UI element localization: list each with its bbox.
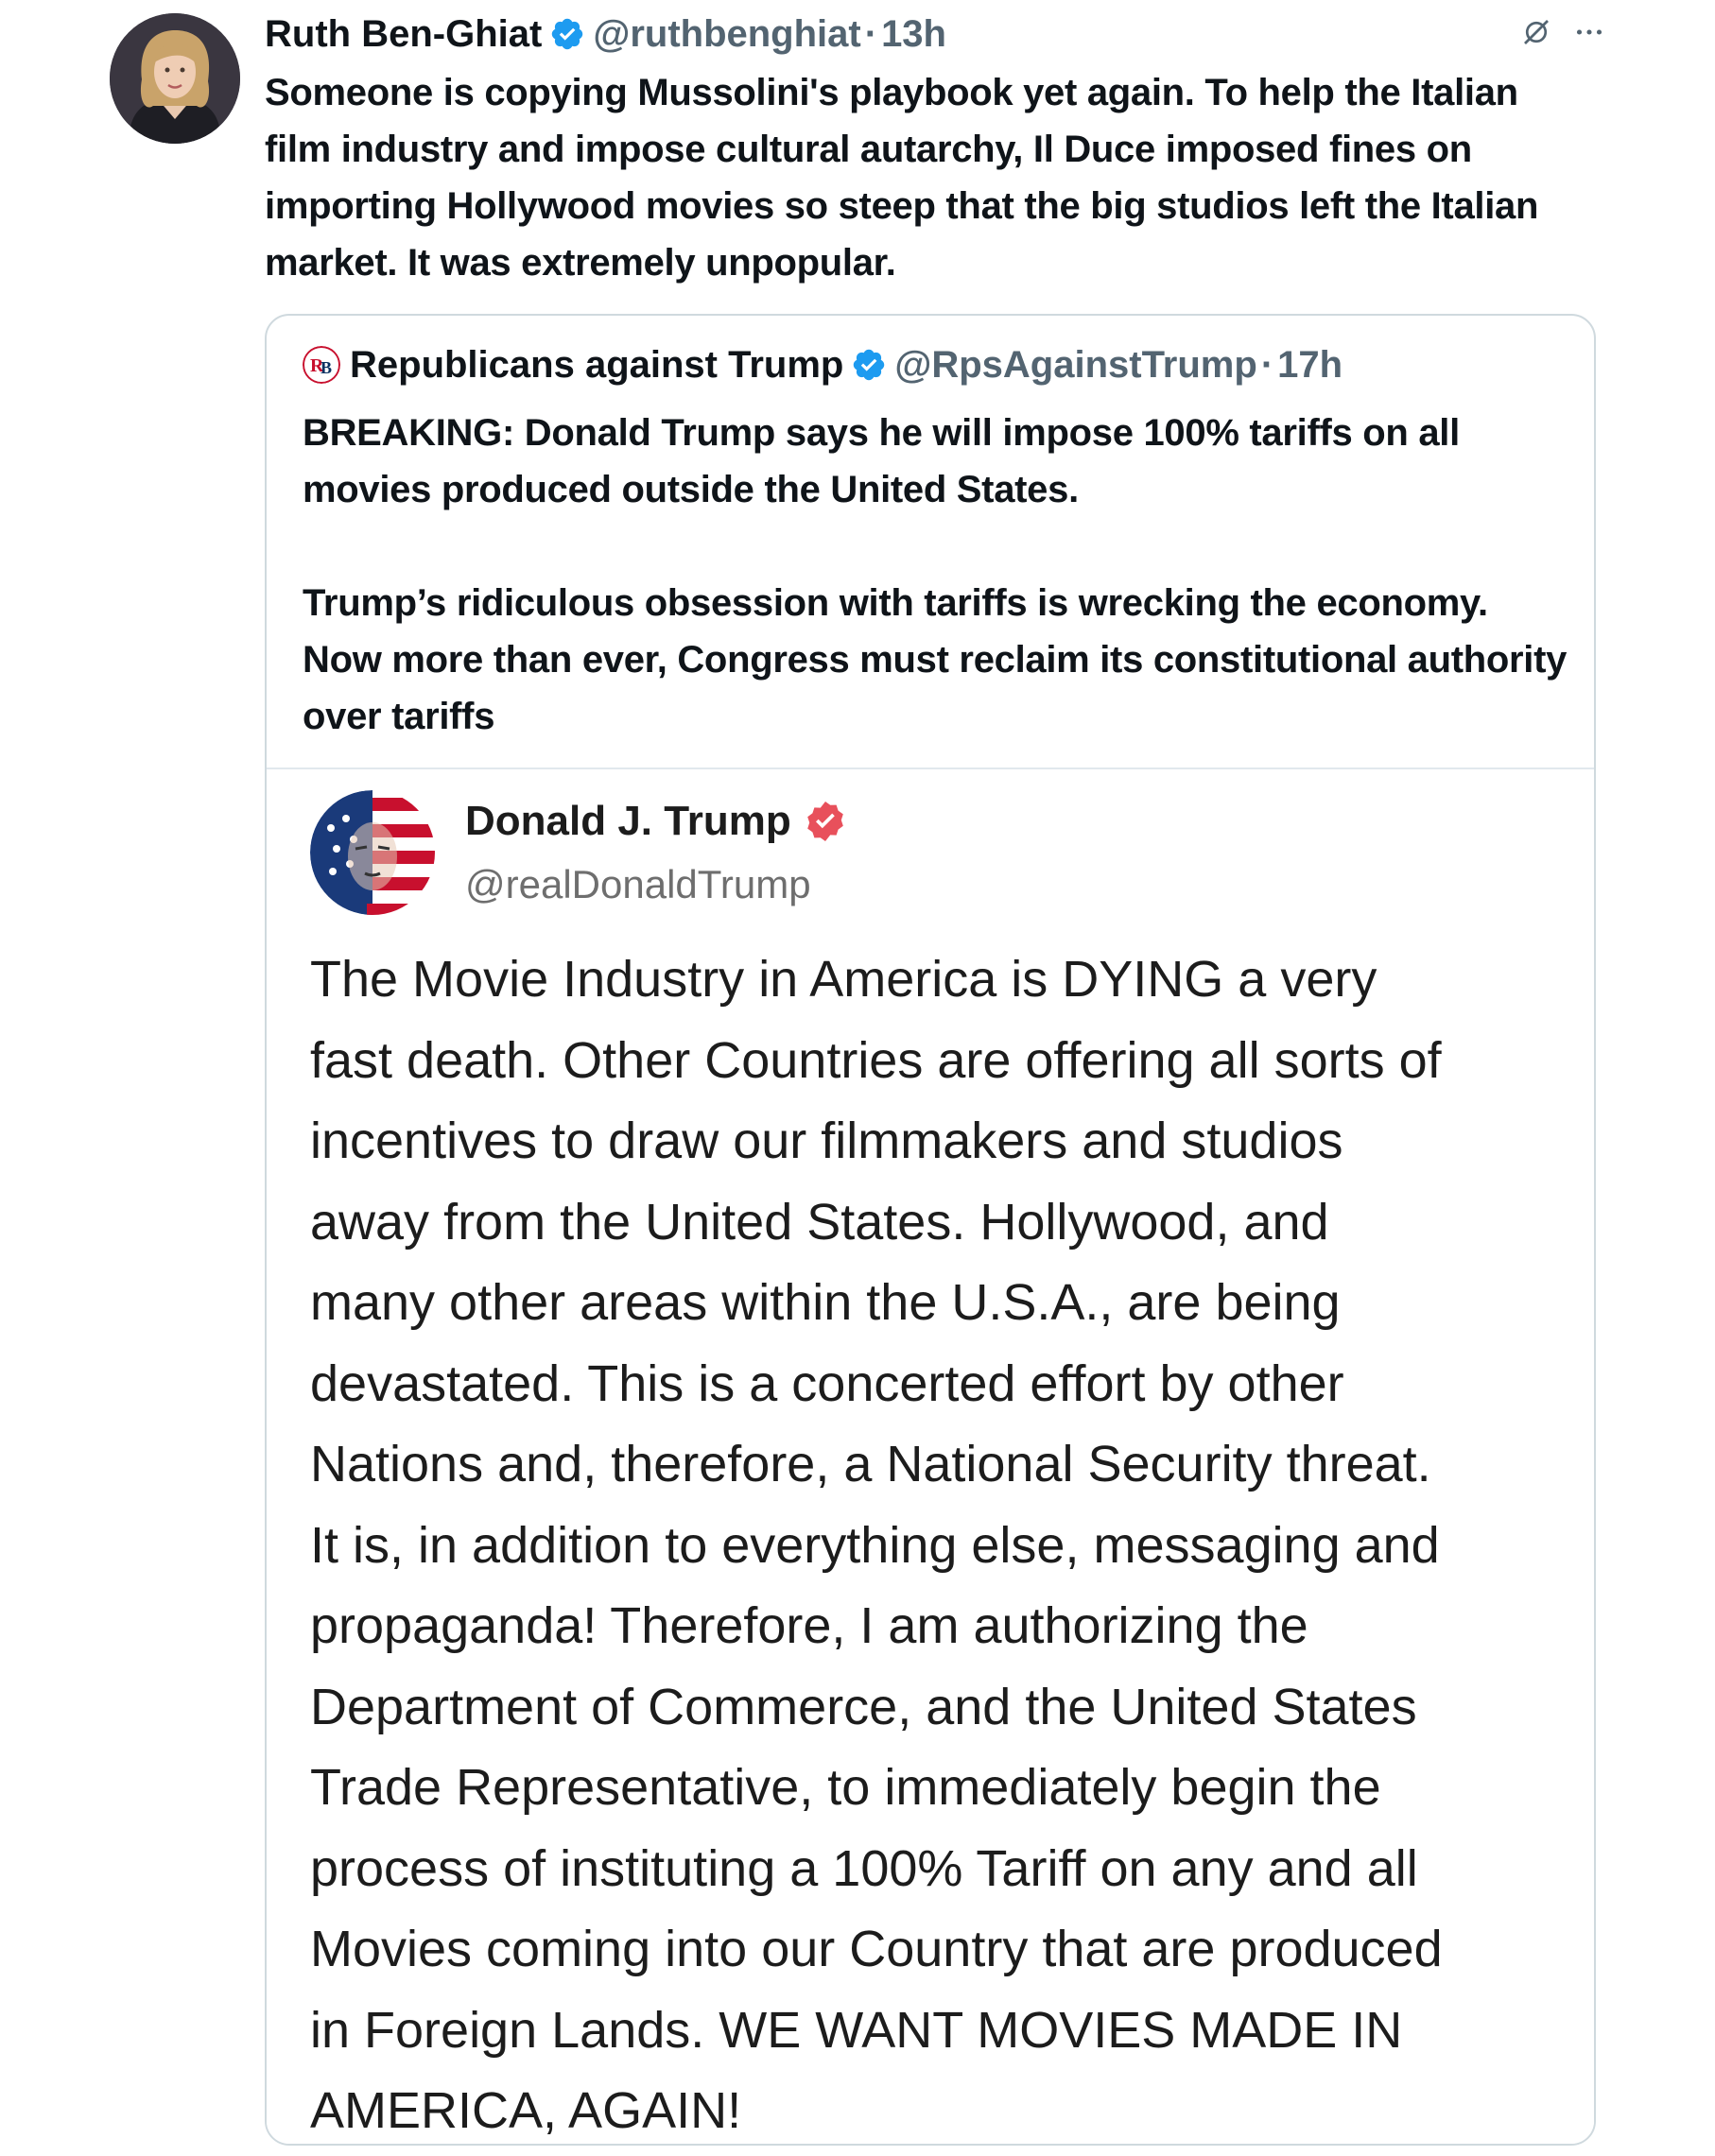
post-line: incentives to draw our filmmakers and studios: [310, 1112, 1343, 1169]
post-line: in Foreign Lands. WE WANT MOVIES MADE IN: [310, 2001, 1403, 2059]
truth-author-handle: @realDonaldTrump: [465, 862, 811, 906]
separator-dot: ·: [1260, 343, 1274, 386]
post-line: propaganda! Therefore, I am authorizing the: [310, 1597, 1308, 1654]
post-line: The Movie Industry in America is DYING a very: [310, 951, 1377, 1008]
author-name[interactable]: Ruth Ben-Ghiat: [265, 12, 543, 55]
post-line: away from the United States. Hollywood, and: [310, 1193, 1329, 1250]
svg-text:R: R: [310, 355, 324, 376]
post-line: devastated. This is a concerted effort by other: [310, 1354, 1344, 1412]
post-line: process of instituting a 100% Tariff on any and all: [310, 1839, 1418, 1897]
quoted-tweet-card[interactable]: [265, 314, 1596, 2146]
post-line: AMERICA, AGAIN!: [310, 2082, 742, 2139]
truth-verified-icon: [803, 799, 848, 844]
post-line: It is, in addition to everything else, messaging and: [310, 1516, 1440, 1574]
truth-author-name-row: [465, 798, 848, 845]
post-line: Nations and, therefore, a National Security threat.: [310, 1436, 1431, 1492]
svg-text:B: B: [320, 358, 333, 377]
grok-icon[interactable]: [1519, 15, 1553, 49]
more-icon[interactable]: [1572, 15, 1606, 49]
truth-author-name: Donald J. Trump: [465, 798, 791, 844]
post-line: Movies coming into our Country that are produced: [310, 1921, 1443, 1977]
quoted-author-avatar[interactable]: [303, 346, 340, 384]
quoted-author-handle[interactable]: @RpsAgainstTrump: [894, 343, 1257, 386]
attached-image[interactable]: [267, 768, 1596, 2146]
verified-badge-icon: [549, 16, 585, 52]
author-handle[interactable]: @ruthbenghiat: [593, 12, 861, 55]
truth-author-avatar: [310, 790, 435, 915]
post-line: Trade Representative, to immediately begin the: [310, 1759, 1381, 1816]
tweet-timestamp[interactable]: 13h: [881, 12, 946, 55]
tweet-text: Someone is copying Mussolini's playbook yet again. To help the Italian film industry and impose cultural autarchy, Il Duce imposed fines on importing Hollywood movies so steep that the big studios left the Italian market. It was extremely unpopular.: [265, 72, 1539, 284]
quoted-author-name[interactable]: Republicans against Trump: [350, 343, 844, 386]
post-line: Department of Commerce, and the United States: [310, 1678, 1417, 1735]
quoted-tweet-timestamp[interactable]: 17h: [1277, 343, 1343, 386]
author-avatar[interactable]: [110, 13, 240, 144]
quoted-paragraph-1: BREAKING: Donald Trump says he will impose 100% tariffs on all movies produced outside the United States.: [303, 412, 1460, 510]
separator-dot: ·: [864, 12, 878, 55]
quoted-tweet-header: [303, 336, 1343, 393]
quoted-tweet-text: [303, 405, 1569, 745]
post-line: many other areas within the U.S.A., are being: [310, 1274, 1341, 1331]
post-line: fast death. Other Countries are offering all sorts of: [310, 1031, 1442, 1089]
tweet-actions-top: [1519, 15, 1606, 49]
quoted-paragraph-2: Trump’s ridiculous obsession with tariffs is wrecking the economy. Now more than ever, Congress must reclaim its constitutional authority over tariffs: [303, 582, 1568, 737]
verified-badge-icon: [851, 347, 887, 383]
tweet-header: [265, 6, 1602, 62]
truth-post-text: [310, 940, 1577, 2146]
